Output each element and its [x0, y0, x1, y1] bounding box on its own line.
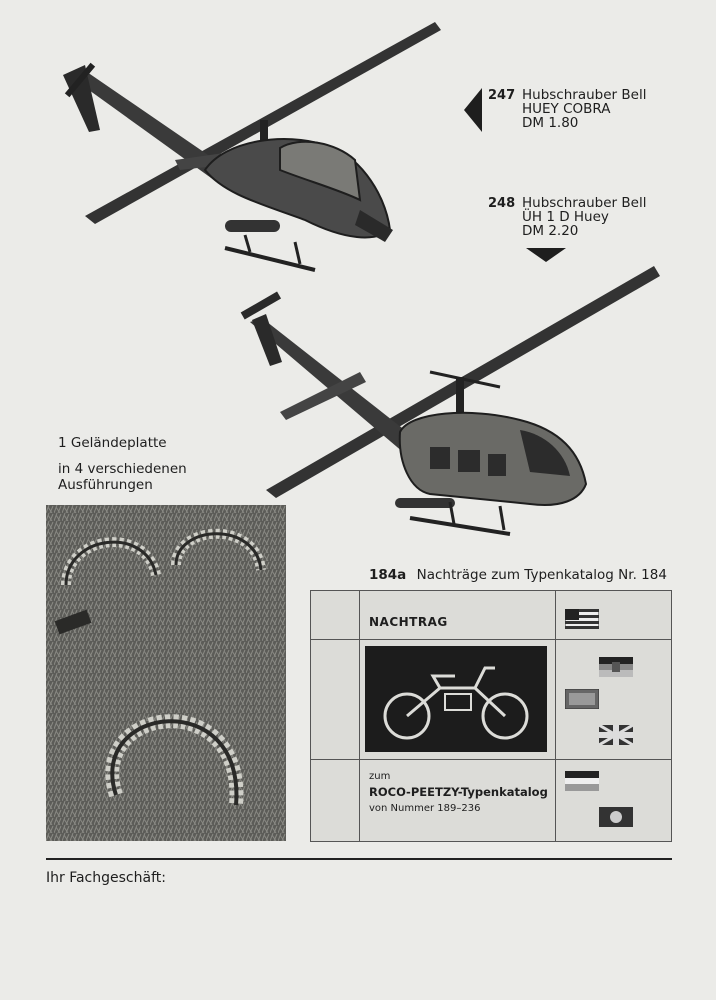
germany-flag-icon	[599, 657, 633, 677]
huey-cobra-illustration	[55, 20, 445, 280]
footer-divider	[46, 858, 672, 860]
supplement-heading	[369, 567, 667, 583]
flag-icon	[565, 771, 599, 791]
item-line: ÜH 1 D Huey	[522, 209, 609, 225]
uh1d-huey-illustration	[230, 262, 670, 542]
grid-divider	[311, 759, 671, 760]
left-triangle-icon	[464, 88, 482, 132]
terrain-caption-line: Ausführungen	[58, 477, 153, 493]
item-248	[488, 196, 708, 246]
footer-label: Ihr Fachgeschäft:	[46, 870, 166, 886]
item-line: Hubschrauber Bell	[522, 195, 647, 211]
terrain-caption-line: 1 Geländeplatte	[58, 435, 167, 451]
supplement-line1: zum	[369, 771, 391, 782]
grid-divider	[359, 591, 360, 841]
grid-divider	[555, 591, 556, 841]
flag-icon	[599, 807, 633, 827]
terrain-caption-line: in 4 verschiedenen	[58, 461, 187, 477]
supplement-title: Nachträge zum Typenkatalog Nr. 184	[416, 567, 667, 583]
grid-divider	[311, 639, 671, 640]
uk-flag-icon	[599, 725, 633, 745]
supplement-line3: von Nummer 189–236	[369, 803, 481, 814]
supplement-header: NACHTRAG	[369, 615, 448, 629]
supplement-number: 184a	[369, 567, 407, 583]
item-line: HUEY COBRA	[522, 101, 611, 117]
item-number: 248	[488, 196, 516, 211]
item-line: Hubschrauber Bell	[522, 87, 647, 103]
usa-flag-icon	[565, 609, 599, 629]
terrain-plate-photo	[46, 505, 286, 841]
catalog-supplement-cover	[310, 590, 672, 842]
down-triangle-icon	[526, 248, 566, 262]
motorcycle-illustration	[365, 646, 547, 752]
flag-icon	[565, 689, 599, 709]
item-line: DM 1.80	[522, 115, 579, 131]
supplement-line2: ROCO-PEETZY-Typenkatalog	[369, 785, 548, 799]
item-line: DM 2.20	[522, 223, 579, 239]
terrain-caption	[58, 435, 187, 493]
item-number: 247	[488, 88, 516, 103]
item-247	[488, 88, 708, 138]
